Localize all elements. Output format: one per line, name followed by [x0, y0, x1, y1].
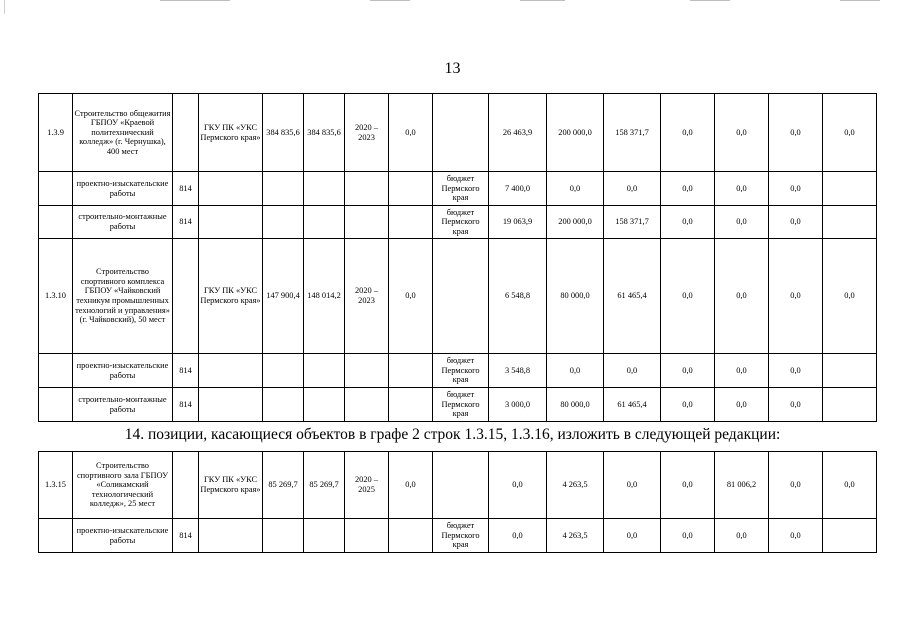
cell-estimated-cost	[263, 388, 304, 422]
object-row	[39, 239, 877, 354]
cell-year-4: 0,0	[661, 94, 715, 172]
cell-limit-cost	[304, 206, 345, 239]
cell-period	[345, 388, 389, 422]
cell-year-7	[823, 388, 877, 422]
cell-customer: ГКУ ПК «УКС Пермского края»	[199, 239, 263, 354]
cell-year-5: 0,0	[715, 94, 769, 172]
work-row	[39, 354, 877, 388]
cell-row-number	[39, 206, 73, 239]
cell-code: 814	[173, 354, 199, 388]
cell-customer	[199, 519, 263, 553]
cell-estimated-cost: 147 900,4	[263, 239, 304, 354]
cell-limit-cost: 384 835,6	[304, 94, 345, 172]
cell-object-name: Строительство спортивного комплекса ГБПОУ «Чайковский техникум промышленных технологий и управления» (г. Чайковский), 50 мест	[73, 239, 173, 354]
cell-limit-cost	[304, 388, 345, 422]
cell-estimated-cost	[263, 206, 304, 239]
cell-year-5: 0,0	[715, 388, 769, 422]
cell-estimated-cost: 85 269,7	[263, 452, 304, 519]
cell-year-4: 0,0	[661, 388, 715, 422]
cell-year-4: 0,0	[661, 172, 715, 206]
cell-period: 2020 – 2023	[345, 239, 389, 354]
cell-year-3: 61 465,4	[604, 239, 661, 354]
cell-year-2: 80 000,0	[547, 388, 604, 422]
cell-year-5: 0,0	[715, 519, 769, 553]
cell-customer	[199, 206, 263, 239]
cell-funding-source: бюджет Пермского края	[433, 519, 489, 553]
cell-year-7: 0,0	[823, 452, 877, 519]
cell-year-1: 3 000,0	[489, 388, 547, 422]
cell-year-7	[823, 206, 877, 239]
work-row	[39, 519, 877, 553]
cell-year-5: 0,0	[715, 239, 769, 354]
cell-code: 814	[173, 206, 199, 239]
scan-artifact	[4, 0, 5, 14]
cell-period: 2020 – 2023	[345, 94, 389, 172]
cell-object-name: строительно-монтажные работы	[73, 388, 173, 422]
cell-previous-years: 0,0	[389, 94, 433, 172]
cell-row-number: 1.3.9	[39, 94, 73, 172]
cell-year-6: 0,0	[769, 354, 823, 388]
cell-limit-cost	[304, 172, 345, 206]
cell-customer: ГКУ ПК «УКС Пермского края»	[199, 452, 263, 519]
cell-year-7	[823, 519, 877, 553]
cell-year-5: 81 006,2	[715, 452, 769, 519]
cell-year-1: 0,0	[489, 452, 547, 519]
cell-period	[345, 206, 389, 239]
cell-object-name: Строительство спортивного зала ГБПОУ «Соликамский технологический колледж», 25 мест	[73, 452, 173, 519]
cell-row-number	[39, 172, 73, 206]
program-table-2	[38, 451, 877, 553]
cell-previous-years	[389, 172, 433, 206]
cell-year-4: 0,0	[661, 239, 715, 354]
cell-period: 2020 – 2025	[345, 452, 389, 519]
cell-estimated-cost	[263, 172, 304, 206]
cell-object-name: проектно-изыскательские работы	[73, 172, 173, 206]
cell-object-name: Строительство общежития ГБПОУ «Краевой политехнический колледж» (г. Чернушка), 400 мест	[73, 94, 173, 172]
cell-year-3: 0,0	[604, 172, 661, 206]
work-row	[39, 206, 877, 239]
cell-year-3: 0,0	[604, 452, 661, 519]
object-row	[39, 452, 877, 519]
scan-artifact	[370, 0, 410, 1]
cell-year-2: 0,0	[547, 172, 604, 206]
cell-estimated-cost: 384 835,6	[263, 94, 304, 172]
cell-year-5: 0,0	[715, 172, 769, 206]
cell-year-5: 0,0	[715, 354, 769, 388]
cell-estimated-cost	[263, 519, 304, 553]
cell-code	[173, 239, 199, 354]
cell-funding-source	[433, 452, 489, 519]
cell-code: 814	[173, 519, 199, 553]
cell-year-4: 0,0	[661, 206, 715, 239]
cell-funding-source	[433, 239, 489, 354]
cell-year-1: 0,0	[489, 519, 547, 553]
cell-year-2: 200 000,0	[547, 206, 604, 239]
cell-funding-source: бюджет Пермского края	[433, 206, 489, 239]
cell-code: 814	[173, 172, 199, 206]
cell-year-7	[823, 172, 877, 206]
cell-year-2: 4 263,5	[547, 452, 604, 519]
cell-funding-source	[433, 94, 489, 172]
cell-year-1: 6 548,8	[489, 239, 547, 354]
cell-year-3: 158 371,7	[604, 206, 661, 239]
cell-year-2: 4 263,5	[547, 519, 604, 553]
cell-year-1: 7 400,0	[489, 172, 547, 206]
cell-customer	[199, 354, 263, 388]
cell-year-6: 0,0	[769, 452, 823, 519]
scan-artifact	[160, 0, 230, 1]
cell-code	[173, 94, 199, 172]
cell-year-1: 19 063,9	[489, 206, 547, 239]
cell-year-5: 0,0	[715, 206, 769, 239]
cell-period	[345, 354, 389, 388]
cell-customer	[199, 388, 263, 422]
cell-code: 814	[173, 388, 199, 422]
program-table-1	[38, 93, 877, 422]
cell-period	[345, 519, 389, 553]
cell-row-number	[39, 388, 73, 422]
cell-year-3: 61 465,4	[604, 388, 661, 422]
section-heading: 14. позиции, касающиеся объектов в графе 2 строк 1.3.15, 1.3.16, изложить в следующей редакции:	[124, 426, 781, 443]
cell-year-7: 0,0	[823, 239, 877, 354]
cell-previous-years	[389, 388, 433, 422]
cell-previous-years	[389, 519, 433, 553]
cell-year-3: 0,0	[604, 354, 661, 388]
cell-row-number: 1.3.10	[39, 239, 73, 354]
cell-limit-cost	[304, 519, 345, 553]
cell-object-name: строительно-монтажные работы	[73, 206, 173, 239]
cell-year-6: 0,0	[769, 94, 823, 172]
cell-previous-years	[389, 206, 433, 239]
scan-artifact	[840, 0, 880, 1]
scan-artifact	[520, 0, 565, 1]
cell-previous-years: 0,0	[389, 452, 433, 519]
cell-row-number: 1.3.15	[39, 452, 73, 519]
cell-funding-source: бюджет Пермского края	[433, 388, 489, 422]
cell-row-number	[39, 354, 73, 388]
cell-period	[345, 172, 389, 206]
scan-artifact	[690, 0, 730, 1]
cell-previous-years: 0,0	[389, 239, 433, 354]
cell-funding-source: бюджет Пермского края	[433, 172, 489, 206]
cell-object-name: проектно-изыскательские работы	[73, 354, 173, 388]
cell-limit-cost: 85 269,7	[304, 452, 345, 519]
cell-object-name: проектно-изыскательские работы	[73, 519, 173, 553]
work-row	[39, 388, 877, 422]
cell-customer	[199, 172, 263, 206]
cell-year-4: 0,0	[661, 452, 715, 519]
cell-year-6: 0,0	[769, 206, 823, 239]
cell-year-4: 0,0	[661, 519, 715, 553]
cell-funding-source: бюджет Пермского края	[433, 354, 489, 388]
cell-customer: ГКУ ПК «УКС Пермского края»	[199, 94, 263, 172]
cell-year-3: 0,0	[604, 519, 661, 553]
cell-year-6: 0,0	[769, 519, 823, 553]
cell-year-3: 158 371,7	[604, 94, 661, 172]
cell-year-7: 0,0	[823, 94, 877, 172]
cell-row-number	[39, 519, 73, 553]
cell-code	[173, 452, 199, 519]
cell-estimated-cost	[263, 354, 304, 388]
cell-year-2: 0,0	[547, 354, 604, 388]
cell-previous-years	[389, 354, 433, 388]
page-number: 13	[444, 60, 461, 77]
cell-year-7	[823, 354, 877, 388]
cell-year-6: 0,0	[769, 239, 823, 354]
cell-limit-cost	[304, 354, 345, 388]
cell-year-1: 3 548,8	[489, 354, 547, 388]
work-row	[39, 172, 877, 206]
cell-year-1: 26 463,9	[489, 94, 547, 172]
cell-year-4: 0,0	[661, 354, 715, 388]
cell-year-2: 200 000,0	[547, 94, 604, 172]
cell-year-6: 0,0	[769, 388, 823, 422]
cell-year-6: 0,0	[769, 172, 823, 206]
object-row	[39, 94, 877, 172]
cell-limit-cost: 148 014,2	[304, 239, 345, 354]
cell-year-2: 80 000,0	[547, 239, 604, 354]
